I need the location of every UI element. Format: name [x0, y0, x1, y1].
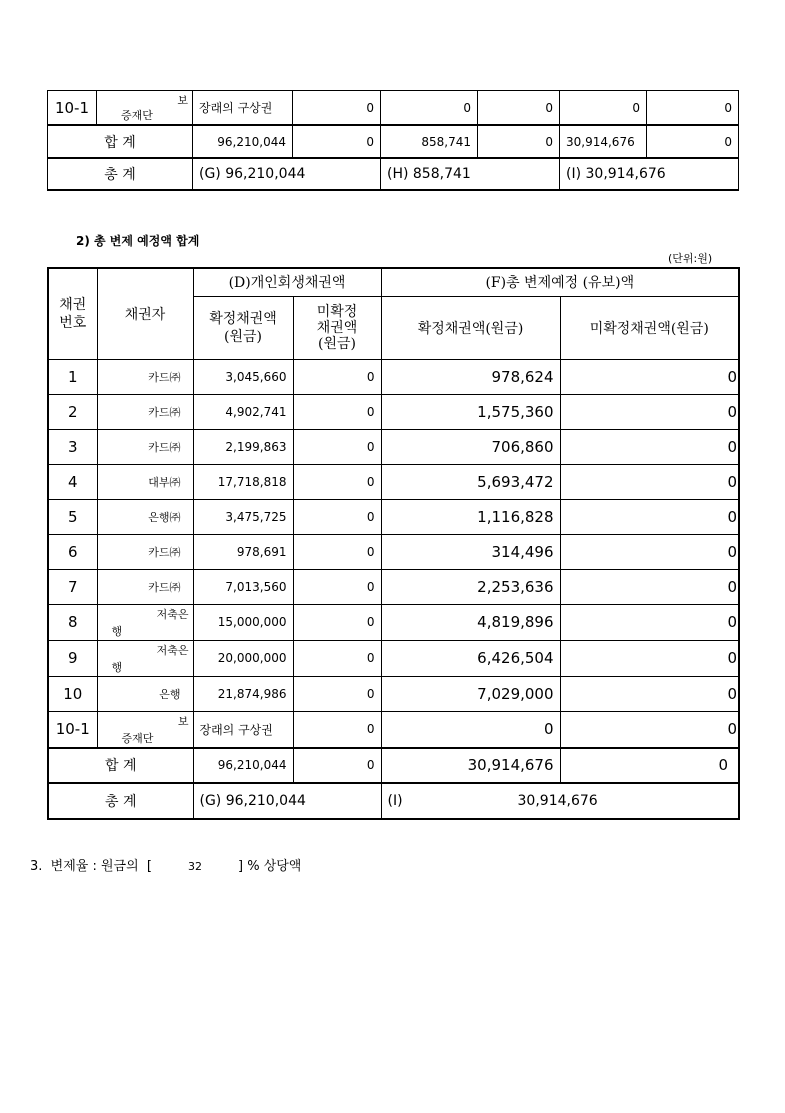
pay-unconfirmed-cell: 0 [560, 534, 739, 569]
total-i-value: 30,914,676 [517, 792, 598, 809]
table-row [48, 429, 739, 464]
value-cell: 0 [293, 394, 381, 429]
header-row [48, 268, 739, 296]
amount-cell: 21,874,986 [193, 676, 293, 711]
total-h: (H) 858,741 [381, 158, 560, 190]
value-cell: 0 [293, 534, 381, 569]
pay-unconfirmed-cell: 0 [560, 499, 739, 534]
table-row [48, 676, 739, 711]
top-table [47, 90, 739, 191]
creditor-cell: 카드㈜ [97, 569, 193, 604]
header-f-confirmed: 확정채권액(원금) [381, 296, 560, 359]
value-cell: 0 [293, 604, 381, 640]
value-cell: 0 [293, 748, 381, 783]
value-cell: 0 [293, 429, 381, 464]
section-title: 2) 총 변제 예정액 합계 [76, 234, 200, 248]
pay-cell: 5,693,472 [381, 464, 560, 499]
amount-cell: 20,000,000 [193, 640, 293, 676]
value-cell: 0 [478, 125, 560, 158]
creditor-cell: 카드㈜ [97, 394, 193, 429]
table-row [48, 604, 739, 640]
value-cell: 0 [293, 125, 381, 158]
value-cell: 0 [293, 359, 381, 394]
pay-unconfirmed-cell: 0 [560, 394, 739, 429]
table-row [48, 499, 739, 534]
value-cell: 0 [293, 91, 381, 126]
unit-label: (단위:원) [668, 252, 713, 265]
creditor-cell: 보 증재단 [97, 711, 193, 748]
value-cell: 0 [293, 711, 381, 748]
row-no: 3 [48, 429, 97, 464]
row-no: 1 [48, 359, 97, 394]
header-d-confirmed: 확정채권액 (원금) [193, 296, 293, 359]
repayment-table [47, 267, 740, 820]
amount-cell: 15,000,000 [193, 604, 293, 640]
amount-cell: 3,475,725 [193, 499, 293, 534]
table-row [48, 640, 739, 676]
table-row [48, 464, 739, 499]
amount-cell: 장래의 구상권 [193, 711, 293, 748]
total-i-label: (I) [387, 792, 403, 809]
pay-cell: 978,624 [381, 359, 560, 394]
creditor-cell: 저축은 행 [97, 604, 193, 640]
row-no: 4 [48, 464, 97, 499]
rate-suffix: ] % 상당액 [238, 859, 302, 874]
pay-cell: 2,253,636 [381, 569, 560, 604]
pay-unconfirmed-cell: 0 [560, 676, 739, 711]
amount-cell: 7,013,560 [193, 569, 293, 604]
total-i: (I) 30,914,676 [560, 158, 739, 190]
value-cell: 0 [293, 640, 381, 676]
total-g: (G) 96,210,044 [193, 158, 381, 190]
subtotal-row [48, 748, 739, 783]
amount-cell: 978,691 [193, 534, 293, 569]
total-row [48, 158, 739, 190]
row-no: 2 [48, 394, 97, 429]
table-row [48, 91, 739, 126]
pay-unconfirmed-cell: 0 [560, 640, 739, 676]
row-no: 10-1 [48, 711, 97, 748]
creditor-cell: 대부㈜ [97, 464, 193, 499]
pay-unconfirmed-cell: 0 [560, 569, 739, 604]
value-cell: 858,741 [381, 125, 478, 158]
creditor-cell: 카드㈜ [97, 429, 193, 464]
total-label: 총 계 [48, 783, 193, 819]
row-no: 6 [48, 534, 97, 569]
value-cell: 96,210,044 [193, 125, 293, 158]
pay-cell: 1,575,360 [381, 394, 560, 429]
pay-cell: 0 [381, 711, 560, 748]
row-no: 5 [48, 499, 97, 534]
table-row [48, 711, 739, 748]
table-row [48, 534, 739, 569]
creditor-cell: 은행㈜ [97, 499, 193, 534]
amount-cell: 2,199,863 [193, 429, 293, 464]
pay-unconfirmed-cell: 0 [560, 464, 739, 499]
header-creditor: 채권자 [97, 268, 193, 359]
header-no: 채권 번호 [48, 268, 97, 359]
rate-prefix: 3. 변제율 : 원금의 [ [30, 859, 152, 874]
value-cell: 0 [293, 499, 381, 534]
row-no: 9 [48, 640, 97, 676]
value-cell: 0 [560, 91, 647, 126]
value-cell: 0 [647, 125, 739, 158]
value-cell: 0 [293, 569, 381, 604]
pay-cell: 6,426,504 [381, 640, 560, 676]
pay-unconfirmed-cell: 0 [560, 359, 739, 394]
value-cell: 0 [381, 91, 478, 126]
pay-cell: 7,029,000 [381, 676, 560, 711]
row-no: 10 [48, 676, 97, 711]
row-no: 10-1 [48, 91, 97, 126]
total-g: (G) 96,210,044 [193, 783, 381, 819]
row-no: 8 [48, 604, 97, 640]
pay-cell: 1,116,828 [381, 499, 560, 534]
pay-unconfirmed-cell: 0 [560, 429, 739, 464]
header-f: (F)총 변제예정 (유보)액 [381, 268, 739, 296]
creditor-cell: 은행 [97, 676, 193, 711]
creditor-cell: 저축은 행 [97, 640, 193, 676]
row-no: 7 [48, 569, 97, 604]
value-cell: 30,914,676 [381, 748, 560, 783]
creditor-cell: 카드㈜ [97, 534, 193, 569]
total-label: 총 계 [48, 158, 193, 190]
value-cell: 96,210,044 [193, 748, 293, 783]
amount-cell: 17,718,818 [193, 464, 293, 499]
pay-cell: 314,496 [381, 534, 560, 569]
header-f-unconfirmed: 미확정채권액(원금) [560, 296, 739, 359]
value-cell: 0 [478, 91, 560, 126]
repayment-rate [30, 855, 301, 874]
value-cell: 0 [293, 464, 381, 499]
pay-cell: 4,819,896 [381, 604, 560, 640]
value-cell: 0 [293, 676, 381, 711]
subtotal-label: 합 계 [48, 748, 193, 783]
subtotal-row [48, 125, 739, 158]
header-d-unconfirmed: 미확정 채권액 (원금) [293, 296, 381, 359]
amount-cell: 장래의 구상권 [193, 91, 293, 126]
table-row [48, 394, 739, 429]
amount-cell: 3,045,660 [193, 359, 293, 394]
header-d: (D)개인회생채권액 [193, 268, 381, 296]
amount-cell: 4,902,741 [193, 394, 293, 429]
value-cell: 0 [647, 91, 739, 126]
table-row [48, 359, 739, 394]
total-i [381, 783, 739, 819]
pay-unconfirmed-cell: 0 [560, 604, 739, 640]
pay-cell: 706,860 [381, 429, 560, 464]
creditor-cell: 카드㈜ [97, 359, 193, 394]
pay-unconfirmed-cell: 0 [560, 711, 739, 748]
total-row [48, 783, 739, 819]
rate-value: 32 [188, 860, 202, 873]
table-row [48, 569, 739, 604]
value-cell: 30,914,676 [560, 125, 647, 158]
subtotal-label: 합 계 [48, 125, 193, 158]
value-cell: 0 [560, 748, 739, 783]
creditor-cell: 보 증재단 [97, 91, 193, 126]
